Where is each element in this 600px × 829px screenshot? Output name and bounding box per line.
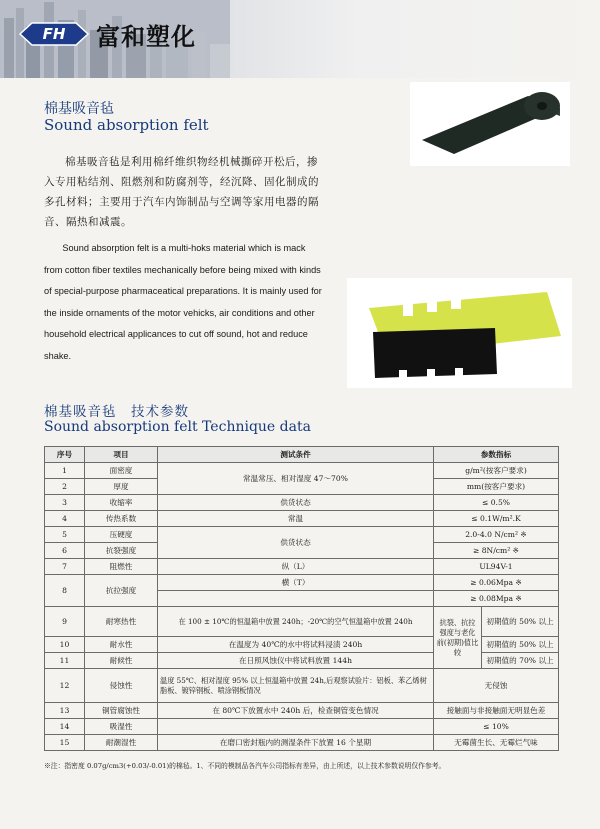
table-row [45, 495, 559, 511]
row-condition: 纵（L） [158, 559, 434, 575]
row-value: ≤ 10% [434, 719, 559, 735]
table-row [45, 703, 559, 719]
row-item: 耐候性 [85, 653, 158, 669]
header-no: 序号 [45, 447, 85, 463]
header-condition: 测试条件 [158, 447, 434, 463]
footnote: ※注：指密度 0.07g/cm3(+0.03/-0.01)的棉毡。1、不同的模制品各汽车公司指标有差异，由上所述，以上技术参数说明仅作参考。 [44, 762, 446, 770]
description-en: Sound absorption felt is a multi-hoks material which is mack from cotton fiber textiles mechanically before being mixed with kinds of special-purpose pharmaceatical preparations. It is mainly used for the inside ornaments of the motor vehicks, air conditions and other household electrical applicances to cut off sound, hot and reduce shake. [44, 243, 322, 361]
section-title-cn: 棉基吸音毡 技术参数 [44, 404, 189, 420]
row-item: 面密度 [85, 463, 158, 479]
row-no: 10 [45, 637, 85, 653]
header-item: 项目 [85, 447, 158, 463]
table-row [45, 653, 559, 669]
row-value: 初期值的 70% 以上 [482, 653, 559, 669]
row-item: 抗裂强度 [85, 543, 158, 559]
row-no: 9 [45, 607, 85, 637]
row-no: 4 [45, 511, 85, 527]
row-value: 初期值的 50% 以上 [482, 637, 559, 653]
row-item: 厚度 [85, 479, 158, 495]
row-item: 耐寒热性 [85, 607, 158, 637]
table-header-row [45, 447, 559, 463]
row-value: 初期值的 50% 以上 [482, 607, 559, 637]
table-row [45, 607, 559, 637]
row-value: mm(按客户要求) [434, 479, 559, 495]
company-logo [18, 20, 196, 51]
row-no: 14 [45, 719, 85, 735]
row-condition: 温度 55℃、相对湿度 95% 以上恒温箱中放置 24h,后观察试验片：铝板、苯乙烯树脂板、镀锌钢板、喷涂钢板情况 [158, 669, 434, 703]
row-item: 耐水性 [85, 637, 158, 653]
row-no: 5 [45, 527, 85, 543]
row-value: ≤ 0.5% [434, 495, 559, 511]
row-condition-empty [158, 591, 434, 607]
table-row [45, 669, 559, 703]
row-item: 侵蚀性 [85, 669, 158, 703]
row-condition: 在 80℃下放置水中 240h 后，检查铜管变色情况 [158, 703, 434, 719]
row-no: 8 [45, 575, 85, 607]
product-title-en: Sound absorption felt [44, 116, 209, 134]
row-condition: 供货状态 [158, 495, 434, 511]
row-condition: 常温常压、相对湿度 47～70% [158, 463, 434, 495]
technique-data-table [44, 446, 559, 751]
product-title-cn: 棉基吸音毡 [44, 101, 114, 117]
row-no: 6 [45, 543, 85, 559]
fh-logo-badge [18, 21, 90, 47]
header-value: 参数指标 [434, 447, 559, 463]
row-item: 抗拉强度 [85, 575, 158, 607]
row-condition: 在磨口密封瓶内的测湿条件下放置 16 个星期 [158, 735, 434, 751]
table-row [45, 637, 559, 653]
row-value: 无霉菌生长、无霉烂气味 [434, 735, 559, 751]
row-no: 11 [45, 653, 85, 669]
table-row [45, 719, 559, 735]
row-value: 接触面与非接触面无明显色差 [434, 703, 559, 719]
company-name: 富和塑化 [96, 22, 196, 51]
row-item: 传热系数 [85, 511, 158, 527]
row-no: 13 [45, 703, 85, 719]
table-row [45, 575, 559, 591]
row-condition: 常温 [158, 511, 434, 527]
row-value: UL94V-1 [434, 559, 559, 575]
row-no: 12 [45, 669, 85, 703]
row-item: 压硬度 [85, 527, 158, 543]
felt-pieces-photo [347, 278, 572, 388]
logo-text: FH [42, 25, 66, 43]
table-row [45, 511, 559, 527]
row-no: 1 [45, 463, 85, 479]
row-condition: 横（T） [158, 575, 434, 591]
row-no: 2 [45, 479, 85, 495]
row-condition: 供货状态 [158, 527, 434, 559]
row-item: 吸湿性 [85, 719, 158, 735]
row-value: 2.0-4.0 N/cm² ※ [434, 527, 559, 543]
row-item: 耐潮湿性 [85, 735, 158, 751]
header-banner [0, 0, 600, 78]
aging-comparison-note: 抗裂、抗拉强度与老化前(初期)值比较 [434, 607, 482, 669]
section-title-en: Sound absorption felt Technique data [44, 419, 311, 435]
row-condition: 在 100 ± 10℃的恒温箱中放置 240h；-20℃的空气恒温箱中放置 240h [158, 607, 434, 637]
table-row [45, 527, 559, 543]
row-item: 阻燃性 [85, 559, 158, 575]
row-value: g/m²(按客户要求) [434, 463, 559, 479]
table-row [45, 559, 559, 575]
row-no: 3 [45, 495, 85, 511]
row-value: ≤ 0.1W/m².K [434, 511, 559, 527]
row-item: 收缩率 [85, 495, 158, 511]
table-row [45, 463, 559, 479]
row-condition: 在日照风蚀仪中将试料放置 144h [158, 653, 434, 669]
row-no: 7 [45, 559, 85, 575]
row-condition-empty [158, 719, 434, 735]
felt-roll-photo [410, 82, 570, 166]
row-value: ≥ 0.08Mpa ※ [434, 591, 559, 607]
row-item: 铜管腐蚀性 [85, 703, 158, 719]
table-row [45, 735, 559, 751]
row-value: 无侵蚀 [434, 669, 559, 703]
row-no: 15 [45, 735, 85, 751]
description-cn: 棉基吸音毡是利用棉纤维织物经机械撕碎开松后，掺入专用粘结剂、阻燃剂和防腐剂等，经沉降、固化制成的多孔材料；主要用于汽车内饰制品与空调等家用电器的隔音、隔热和减震。 [44, 156, 319, 228]
row-value: ≥ 8N/cm² ※ [434, 543, 559, 559]
row-value: ≥ 0.06Mpa ※ [434, 575, 559, 591]
row-condition: 在温度为 40℃的水中将试料浸渍 240h [158, 637, 434, 653]
